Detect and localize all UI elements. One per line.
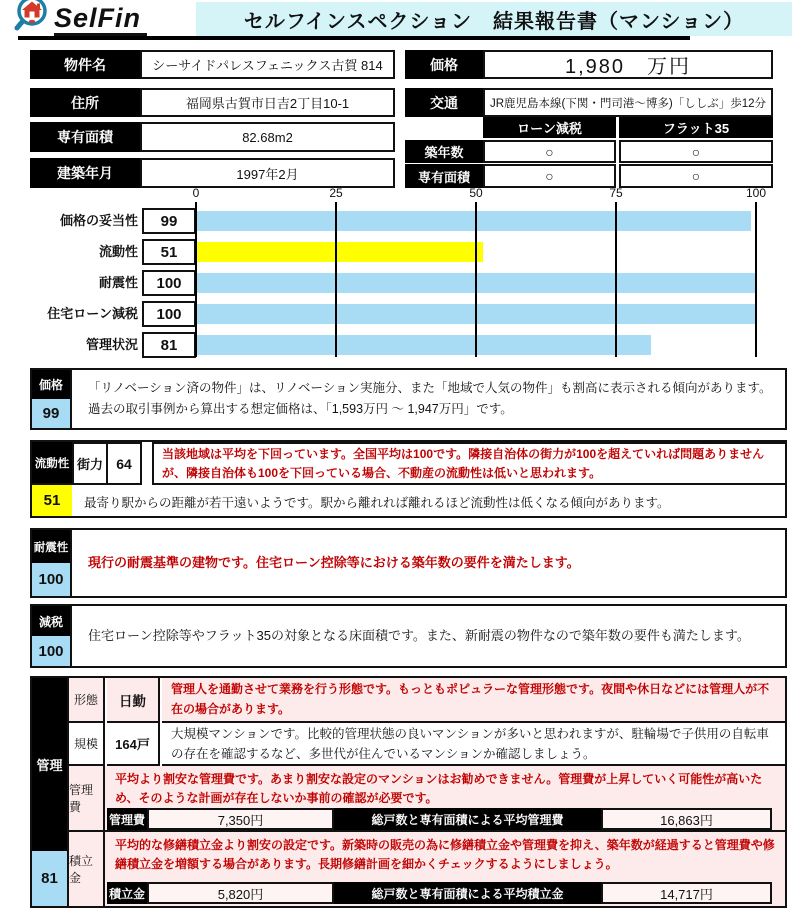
building-age-flat35-mark: ○	[619, 140, 773, 163]
fee-table-label: 管理費	[107, 808, 147, 830]
building-age-label: 築年数	[405, 140, 483, 163]
x-tick-0: 0	[192, 186, 200, 200]
chart-score-management: 81	[142, 332, 196, 358]
price-row	[405, 50, 773, 79]
property-name-label: 物件名	[30, 50, 140, 79]
chart-label-liquidity: 流動性	[98, 244, 138, 259]
built-date-value: 1997年2月	[140, 158, 395, 188]
chart-label-price: 価格の妥当性	[59, 213, 138, 228]
price-section-label: 価格	[32, 370, 70, 399]
seismic-section-label: 耐震性	[32, 530, 70, 563]
liquidity-section-score: 51	[32, 485, 72, 516]
x-tick-50: 50	[469, 186, 483, 200]
chart-score-liquidity: 51	[142, 239, 196, 265]
building-age-loan-mark: ○	[483, 140, 616, 163]
chart-score-seismic: 100	[142, 270, 196, 296]
liquidity-note: 最寄り駅からの距離が若干遠いようです。駅から離れれば離れるほど流動性は低くなる傾向があります。	[84, 495, 670, 510]
reserve-table-value: 5,820円	[147, 882, 334, 904]
chart-label-management: 管理状況	[85, 337, 138, 352]
reserve-table	[107, 882, 772, 904]
magnifier-house-icon	[14, 0, 50, 36]
seismic-section-score: 100	[32, 563, 70, 596]
price-text-line2: 過去の取引事例から算出する想定価格は、「1,593万円 ～ 1,947万円」です。	[88, 402, 513, 416]
fee-table-value: 7,350円	[147, 808, 334, 830]
selfin-logo	[14, 2, 147, 36]
page-title: セルフインスペクション 結果報告書（マンション）	[196, 2, 792, 36]
price-section-score: 99	[32, 399, 70, 428]
built-date-label: 建築年月	[30, 158, 140, 188]
machiryoku-label: 街力	[72, 442, 108, 485]
reserve-avg-value: 14,717円	[601, 882, 772, 904]
gridline-0	[195, 202, 197, 357]
section-management	[30, 676, 787, 908]
liquidity-section-label: 流動性	[32, 442, 72, 485]
flat35-header: フラット35	[619, 117, 773, 138]
section-price	[30, 368, 787, 430]
address-value: 福岡県古賀市日吉2丁目10-1	[140, 88, 395, 117]
eligibility-table	[405, 117, 773, 188]
reserve-table-label: 積立金	[107, 882, 147, 904]
machiryoku-value: 64	[106, 442, 142, 485]
x-tick-100: 100	[745, 186, 767, 200]
gridline-100	[755, 202, 757, 357]
chart-label-seismic: 耐震性	[98, 275, 138, 290]
floor-area-label: 専有面積	[405, 164, 483, 188]
property-name-row	[30, 50, 395, 79]
area-label: 専有面積	[30, 122, 140, 152]
keitai-value: 日勤	[107, 678, 160, 723]
tax-section-score: 100	[32, 636, 70, 666]
gridline-50	[475, 202, 477, 357]
floor-area-flat35-mark: ○	[619, 164, 773, 188]
management-section-score: 81	[32, 851, 67, 906]
floor-area-loan-mark: ○	[483, 164, 616, 188]
bar-price	[197, 211, 757, 231]
fee-text: 平均より割安な管理費です。あまり割安な設定のマンションはお勧めできません。管理費が上昇していく可能性が高いため、そのような計画が存在しないか事前の確認が必要です。	[115, 772, 763, 806]
tax-section-label: 減税	[32, 606, 70, 636]
address-row	[30, 88, 395, 117]
chart-label-loan-tax: 住宅ローン減税	[47, 306, 138, 321]
price-value: 1,980 万円	[483, 50, 773, 79]
bar-seismic	[197, 273, 757, 293]
bar-management	[197, 335, 757, 355]
logo-wordmark: SelFin	[54, 3, 147, 36]
kibo-text: 大規模マンションです。比較的管理状態の良いマンションが多いと思われますが、駐輪場で子供用の自転車の存在を確認するなど、多世代が住んでいるマンションか確認しましょう。	[162, 723, 785, 766]
header-divider	[18, 36, 690, 40]
kibo-label: 規模	[67, 723, 105, 766]
price-section-text	[72, 370, 785, 428]
fee-avg-label: 総戸数と専有面積による平均管理費	[334, 808, 601, 830]
transit-label: 交通	[405, 88, 483, 117]
section-seismic	[30, 528, 787, 598]
x-tick-25: 25	[329, 186, 343, 200]
chart-score-loan-tax: 100	[142, 301, 196, 327]
area-row	[30, 122, 395, 152]
section-tax	[30, 604, 787, 668]
gridline-25	[335, 202, 337, 357]
keitai-text: 管理人を通勤させて業務を行う形態です。もっともポピュラーな管理形態です。夜間や休日などには管理人が不在の場合があります。	[162, 678, 785, 723]
gridline-75	[615, 202, 617, 357]
bar-loan-tax	[197, 304, 757, 324]
price-label: 価格	[405, 50, 483, 79]
property-name-value: シーサイドパレスフェニックス古賀 814	[140, 50, 395, 79]
keitai-label: 形態	[67, 678, 105, 723]
bar-liquidity	[197, 242, 757, 262]
reserve-label: 積立金	[67, 832, 105, 906]
seismic-section-text: 現行の耐震基準の建物です。住宅ローン控除等における築年数の要件を満たします。	[88, 555, 580, 571]
fee-label: 管理費	[67, 766, 105, 832]
reserve-avg-label: 総戸数と専有面積による平均積立金	[334, 882, 601, 904]
machiryoku-text: 当該地域は平均を下回っています。全国平均は100です。隣接自治体の街力が100を超えていれば問題ありませんが、隣接自治体も100を下回っている場合、不動産の流動性は低いと思われます。	[152, 442, 787, 485]
fee-avg-value: 16,863円	[601, 808, 772, 830]
fee-table	[107, 808, 772, 830]
transit-row	[405, 88, 773, 117]
score-chart	[0, 186, 792, 360]
x-tick-75: 75	[609, 186, 623, 200]
reserve-text: 平均的な修繕積立金より割安の設定です。新築時の販売の為に修繕積立金や管理費を抑え、築年数が経過すると管理費や修繕積立金を増額する場合があります。長期修繕計画を細かくチェックするようにしましょう。	[115, 838, 775, 872]
management-section-label: 管理	[32, 678, 67, 851]
built-date-row	[30, 158, 395, 188]
transit-value: JR鹿児島本線(下関・門司港～博多)「ししぶ」歩12分	[483, 88, 773, 117]
chart-score-price: 99	[142, 208, 196, 234]
address-label: 住所	[30, 88, 140, 117]
price-text-line1: 「リノベーション済の物件」は、リノベーション実施分、また「地域で人気の物件」も割高に表示される傾向があります。	[88, 381, 772, 396]
loan-tax-header: ローン減税	[483, 117, 616, 138]
area-value: 82.68m2	[140, 122, 395, 152]
kibo-value: 164戸	[107, 723, 160, 766]
section-liquidity	[30, 440, 787, 518]
tax-section-text: 住宅ローン控除等やフラット35の対象となる床面積です。また、新耐震の物件なので築年数の要件も満たします。	[88, 628, 750, 644]
